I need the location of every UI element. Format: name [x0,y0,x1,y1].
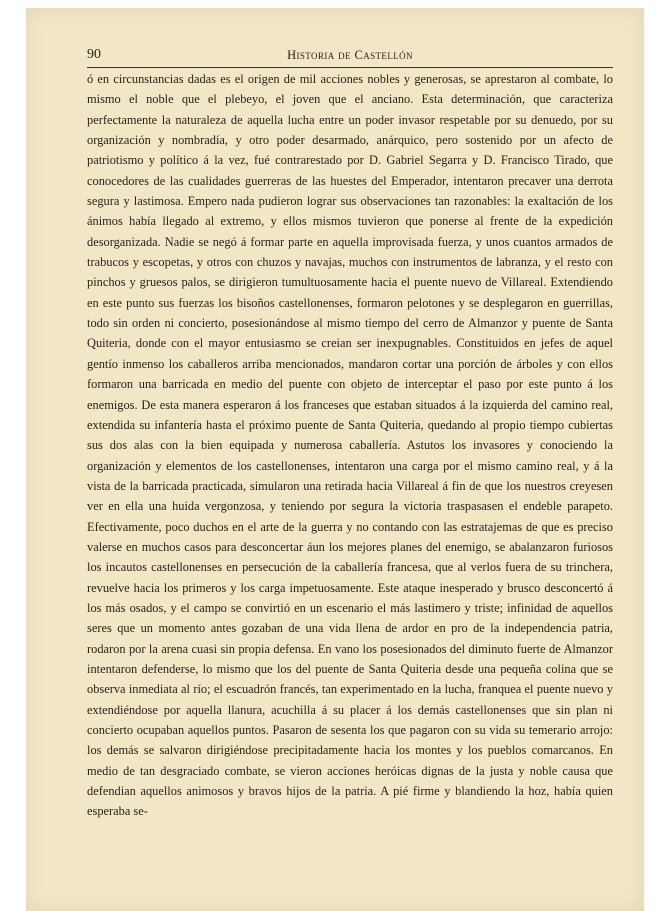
header-rule [87,67,613,68]
body-paragraph: ó en circunstancias dadas es el origen de mil acciones nobles y generosas, se aprestaron al combate, lo mismo el noble que el plebeyo, el joven que el anciano. Esta determinación, que caracteriza perfectamente la naturaleza de aquella lucha entre un poder invasor respetable por su denuedo, por su organización y nombradía, y otro poder desarmado, anárquico, pero sostenido por un afecto de patriotismo y político á la vez, fué contrarestado por D. Gabriel Segarra y D. Francisco Tirado, que conocedores de las cualidades guerreras de las huestes del Emperador, intentaron precaver una derrota segura y lastimosa. Empero nada pudieron lograr sus observaciones tan razonables: la exaltación de los ánimos había llegado al extremo, y ellos mismos tuvieron que ponerse al frente de la expedición desorganizada. Nadie se negó á formar parte en aquella improvisada fuerza, y unos cuantos armados de trabucos y escopetas, y otros con chuzos y navajas, muchos con instrumentos de labranza, y el resto con pinchos y gruesos palos, se dirigieron tumultuosamente hacia el puente nuevo de Villareal. Extendiendo en este punto sus fuerzas los bisoños castellonenses, formaron pelotones y se desplegaron en guerrillas, todo sin orden ni concierto, posesionándose al mismo tiempo del cerro de Almanzor y puente de Santa Quiteria, donde con el mayor entusiasmo se creian ser inexpugnables. Constituidos en jefes de aquel gentío inmenso los caballeros arriba mencionados, mandaron cortar una porción de árboles y con ellos formaron una barricada en medio del puente con objeto de interceptar el paso por este punto á los enemigos. De esta manera esperaron á los franceses que estaban situados á la izquierda del camino real, extendida su infantería hasta el próximo puente de Santa Quiteria, quedando al propio tiempo cubiertas sus dos alas con la bien equipada y numerosa caballería. Astutos los invasores y conociendo la organización y elementos de los castellonenses, intentaron una carga por el mismo camino real, y á la vista de la barricada practicada, simularon una retirada hacia Villareal á fin de que los nuestros creyesen ver en ella una huida vergonzosa, y teniendo por segura la victoria traspasasen el endeble parapeto. Efectivamente, poco duchos en el arte de la guerra y no contando con las estratajemas de que es preciso valerse en muchos casos para desconcertar áun los mejores planes del enemigo, se abalanzaron furiosos los incautos castellonenses en persecución de la caballería francesa, que al verlos fuera de su trinchera, revuelve hacia los primeros y los carga impetuosamente. Este ataque inesperado y brusco desconcertó á los más osados, y el campo se convirtió en un escenario el más lastimero y triste; infinidad de aquellos seres que un momento antes gozaban de una vida llena de ardor en pro de la independencia patria, rodaron por la arena cuasi sin propia defensa. En vano los posesionados del diminuto fuerte de Almanzor intentaron defenderse, lo mismo que los del puente de Santa Quiteria desde una pequeña colina que se observa inmediata al río; el escuadrón francés, tan experimentado en la lucha, franquea el puente nuevo y extendiéndose por aquella llanura, acuchilla á su placer á los demás castellonenses que sin plan ni concierto ocupaban aquellos puntos. Pasaron de sesenta los que pagaron con su vida su temerario arrojo: los demás se salvaron dirigiéndose precipitadamente hacia los montes y los pueblos comarcanos. En medio de tan desgraciado combate, se vieron acciones heróicas dignas de la justa y noble causa que defendian aquellos animosos y bravos hijos de la patria. A pié firme y blandiendo la hoz, había quien esperaba se- [87,72,613,819]
page-header [87,46,613,66]
running-title: Historia de Castellón [287,48,413,62]
page-number: 90 [87,47,101,62]
